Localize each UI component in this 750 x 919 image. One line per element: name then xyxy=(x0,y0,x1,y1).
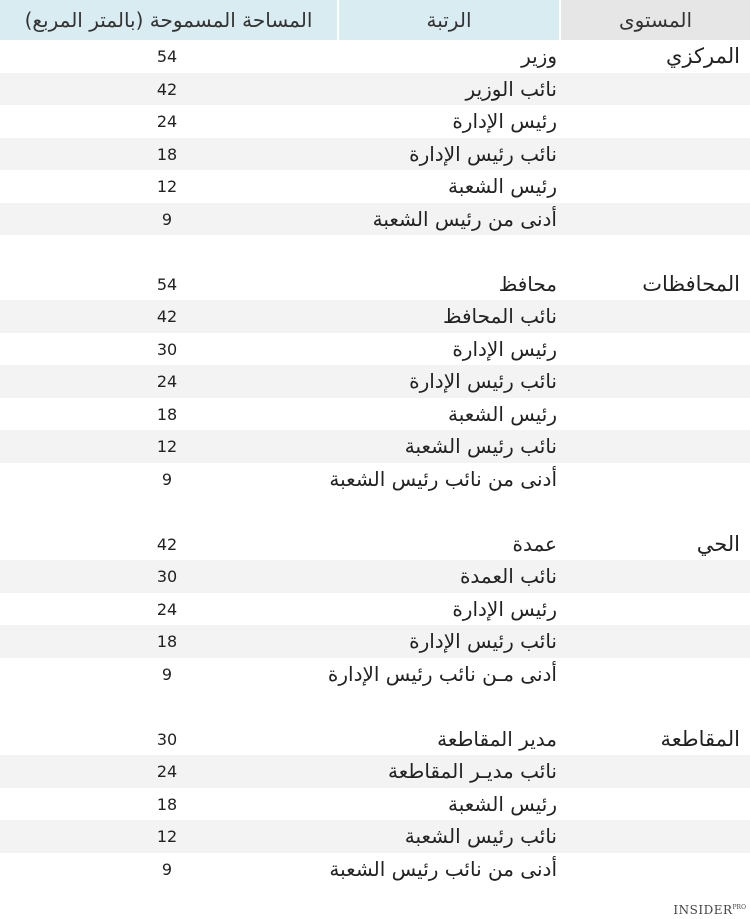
table-row xyxy=(0,723,750,756)
area-cell: 24 xyxy=(156,112,178,131)
area-cell: 30 xyxy=(156,339,178,359)
group-spacer xyxy=(0,495,750,528)
table-row xyxy=(0,430,750,463)
area-cell: 12 xyxy=(156,827,178,846)
table-row xyxy=(0,755,750,788)
area-cell: 9 xyxy=(161,469,173,489)
area-cell: 30 xyxy=(156,567,178,586)
area-cell: 18 xyxy=(156,794,178,814)
area-cell: 9 xyxy=(161,209,173,229)
area-cell: 18 xyxy=(156,404,178,424)
rank-cell: نائب رئيس الإدارة xyxy=(409,629,557,653)
table-row xyxy=(0,333,750,366)
level-cell: المقاطعة xyxy=(660,726,740,751)
rank-cell: وزير xyxy=(521,44,557,68)
table-row xyxy=(0,170,750,203)
group-spacer xyxy=(0,690,750,723)
rank-cell: نائب الوزير xyxy=(465,76,557,101)
area-cell: 18 xyxy=(156,144,178,164)
table-row xyxy=(0,658,750,691)
logo-name: INSIDER xyxy=(673,903,733,917)
rank-cell: مدير المقاطعة xyxy=(437,726,557,751)
rank-cell: رئيس الإدارة xyxy=(452,109,557,133)
rank-cell: نائب رئيس الإدارة xyxy=(409,369,557,393)
table-row xyxy=(0,560,750,593)
rank-cell: رئيس الشعبة xyxy=(447,791,557,816)
table-row xyxy=(0,398,750,431)
logo-suffix: PRO xyxy=(732,904,746,911)
table-row xyxy=(0,463,750,496)
rank-cell: عمدة xyxy=(512,531,557,556)
rank-cell: أدنى من نائب رئيس الشعبة xyxy=(329,856,557,881)
table-row xyxy=(0,268,750,301)
table-row xyxy=(0,40,750,73)
area-cell: 24 xyxy=(156,762,178,781)
header-level: المستوى xyxy=(561,0,750,40)
level-cell: المركزي xyxy=(666,44,740,68)
table-header xyxy=(0,0,750,40)
area-cell: 54 xyxy=(156,274,178,294)
header-rank: الرتبة xyxy=(339,0,559,40)
table-row xyxy=(0,300,750,333)
area-cell: 42 xyxy=(156,79,178,99)
area-cell: 12 xyxy=(156,437,178,456)
rank-cell: نائب رئيس الشعبة xyxy=(404,434,557,458)
table-row xyxy=(0,820,750,853)
group-spacer xyxy=(0,235,750,268)
rank-cell: رئيس الإدارة xyxy=(452,336,557,361)
table-row xyxy=(0,105,750,138)
table-row xyxy=(0,138,750,171)
area-cell: 24 xyxy=(156,372,178,391)
rank-cell: نائب مديـر المقاطعة xyxy=(388,759,557,783)
rank-cell: نائب رئيس الشعبة xyxy=(404,824,557,848)
rank-cell: نائب رئيس الإدارة xyxy=(409,141,557,166)
level-cell: المحافظات xyxy=(642,271,740,296)
area-cell: 42 xyxy=(156,534,178,554)
rank-cell: أدنى من رئيس الشعبة xyxy=(372,206,557,231)
area-cell: 9 xyxy=(161,664,173,684)
area-cell: 30 xyxy=(156,729,178,749)
data-table xyxy=(0,40,750,885)
area-cell: 54 xyxy=(156,47,178,66)
rank-cell: نائب العمدة xyxy=(459,564,557,588)
rank-cell: رئيس الإدارة xyxy=(452,596,557,621)
area-cell: 42 xyxy=(156,307,178,326)
table-row xyxy=(0,788,750,821)
rank-cell: رئيس الشعبة xyxy=(447,401,557,426)
insider-pro-logo xyxy=(673,903,746,917)
rank-cell: رئيس الشعبة xyxy=(447,174,557,198)
table-row xyxy=(0,365,750,398)
header-area: المساحة المسموحة (بالمتر المربع) xyxy=(0,0,337,40)
rank-cell: أدنى من نائب رئيس الشعبة xyxy=(329,466,557,491)
rank-cell: أدنى مـن نائب رئيس الإدارة xyxy=(327,661,557,686)
table-row xyxy=(0,528,750,561)
rank-cell: نائب المحافظ xyxy=(443,304,557,328)
table-row xyxy=(0,203,750,236)
table-row xyxy=(0,625,750,658)
area-cell: 18 xyxy=(156,632,178,651)
rank-cell: محافظ xyxy=(498,271,557,296)
table-row xyxy=(0,593,750,626)
level-cell: الحي xyxy=(696,531,740,556)
area-cell: 9 xyxy=(161,859,173,879)
table-row xyxy=(0,853,750,886)
area-cell: 24 xyxy=(156,599,178,619)
area-cell: 12 xyxy=(156,177,178,196)
table-row xyxy=(0,73,750,106)
